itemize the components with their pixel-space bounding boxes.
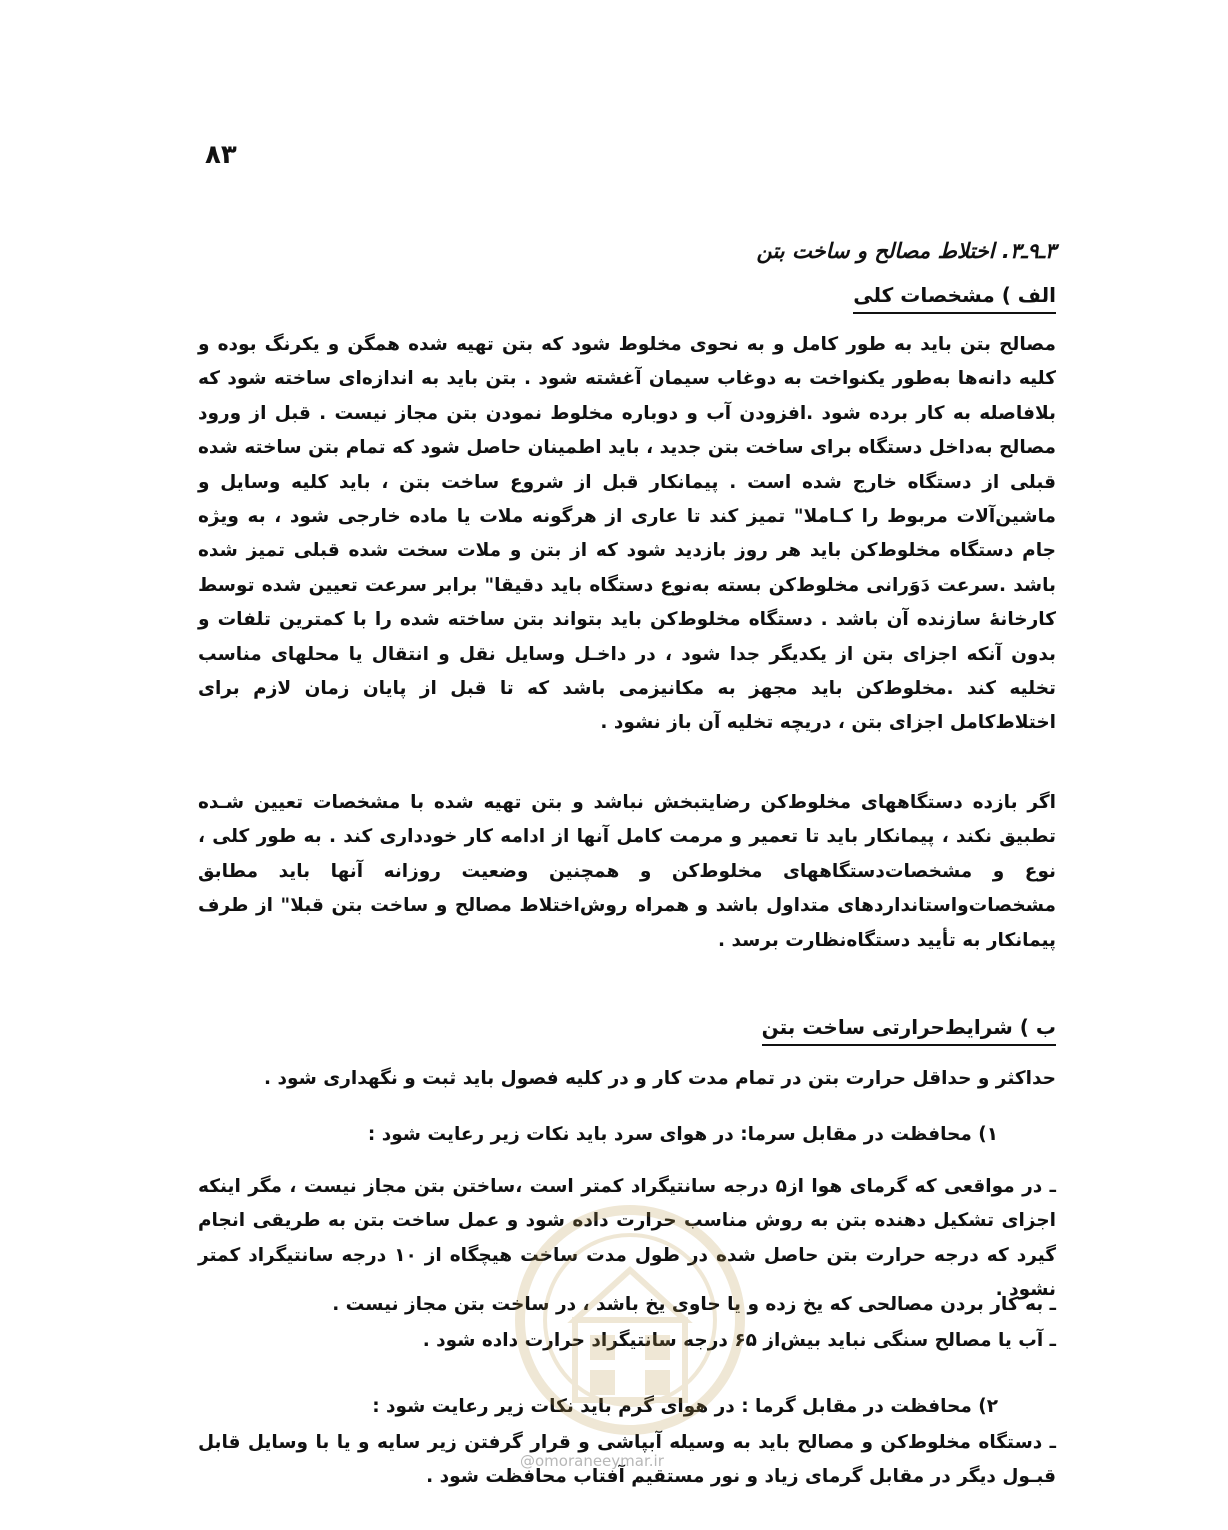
bullet-cold-temperature-limit: ـ در مواقعی که گرمای هوا از۵ درجه سانتیگراد کمتر است ،ساختن بتن مجاز نیست ، مگر اینکه اجزای تشکیل دهنده بتن به روش مناسب حرارت داده شود و عمل ساخت بتن به طریقی انجام گیرد که درجه حرارت بتن حاصل شده در طول مدت ساخت هیچگاه از ۱۰ درجه سانتیگراد کمتر نشود .: [198, 1176, 1057, 1301]
bullet-frozen-materials: ـ به کار بردن مصالحی که یخ زده و یا حاوی یخ باشد ، در ساخت بتن مجاز نیست .: [332, 1294, 1056, 1315]
bullet-heat-shading: ـ دستگاه مخلوط‌کن و مصالح باید به وسیله آبپاشی و قرار گرفتن زیر سایه و یا با وسایل قابل قبـول دیگر در مقابل گرمای زیاد و نور مستقیم آفتاب محافظت شود .: [198, 1432, 1056, 1488]
section-heading: ۳ـ۹ـ۳. اختلاط مصالح و ساخت بتن: [756, 239, 1056, 263]
bullet-max-heating: ـ آب یا مصالح سنگی نباید بیش‌از ۶۵ درجه سانتیگراد حرارت داده شود .: [422, 1330, 1056, 1351]
paragraph-temperature-record: حداکثر و حداقل حرارت بتن در تمام مدت کار و در کلیه فصول باید ثبت و نگهداری شود .: [264, 1068, 1056, 1089]
subheading-thermal-conditions-text: ب ) شرایط‌حرارتی ساخت بتن: [762, 1012, 1056, 1046]
paragraph-mixing-general: مصالح بتن باید به طور کامل و به نحوی مخلوط شود که بتن تهیه شده همگن و یکرنگ بوده و کلیه دانه‌ها به‌طور یکنواخت به دوغاب سیمان آغشته شود . بتن باید به اندازه‌ای ساخته شود که بلافاصله به کار برده شود .افزودن آب و دوباره مخلوط نمودن بتن مجاز نیست . قبل از ورود مصالح به‌داخل دستگاه برای ساخت بتن جدید ، باید اطمینان حاصل شود که تمام بتن ساخته شده قبلی از دستگاه خارج شده است . پیمانکار قبل از شروع ساخت بتن ، باید کلیه وسایل و ماشین‌آلات مربوط را کـاملا" تمیز کند تا عاری از هرگونه ملات یا ماده خارجی شود ، به ویژه جام دستگاه مخلوط‌کن باید هر روز بازدید شود که از بتن و ملات سخت شده قبلی تمیز شده باشد .سرعت دَوَرانی مخلوط‌کن بسته به‌نوع دستگاه باید دقیقا" برابر سرعت تعیین شده توسط کارخانه‌ٔ سازنده آن باشد . دستگاه مخلوط‌کن باید بتواند بتن ساخته شده را با کمترین تلفات و بدون آنکه اجزای بتن از یکدیگر جدا شود ، در داخـل وسایل نقل و انتقال یا محلهای مناسب تخلیه کند .مخلوط‌کن باید مجهز به مکانیزمی باشد که تا قبل از پایان زمان لازم برای اختلاط‌کامل اجزای بتن ، دریچه تخلیه آن باز نشود .: [198, 334, 1056, 734]
watermark-text: @omoraneeymar.ir: [520, 1452, 664, 1470]
item-heat-protection-title: ۲) محافظت در مقابل گرما : در هوای گرم باید نکات زیر رعایت شود :: [372, 1396, 998, 1417]
subheading-thermal-conditions: [762, 1012, 1056, 1046]
item-cold-protection-title: ۱) محافظت در مقابل سرما: در هوای سرد باید نکات زیر رعایت شود :: [367, 1124, 998, 1145]
subheading-general-specs-text: الف ) مشخصات کلی: [853, 280, 1056, 314]
page-number: ۸۳: [205, 140, 237, 170]
paragraph-mixer-performance: اگر بازده دستگاههای مخلوط‌کن رضایتبخش نباشد و بتن تهیه شده با مشخصات تعیین شـده تطبیق نکند ، پیمانکار باید تا تعمیر و مرمت کامل آنها از ادامه کار خودداری کند . به طور کلی ، نوع و مشخصات‌دستگاههای مخلوط‌کن و همچنین وضعیت روزانه آنها باید مطابق مشخصات‌واستانداردهای متداول باشد و همراه روش‌اختلاط مصالح و ساخت بتن قبلا" از طرف پیمانکار به تأیید دستگاه‌نظارت برسد .: [198, 792, 1056, 951]
subheading-general-specs: [853, 280, 1056, 314]
